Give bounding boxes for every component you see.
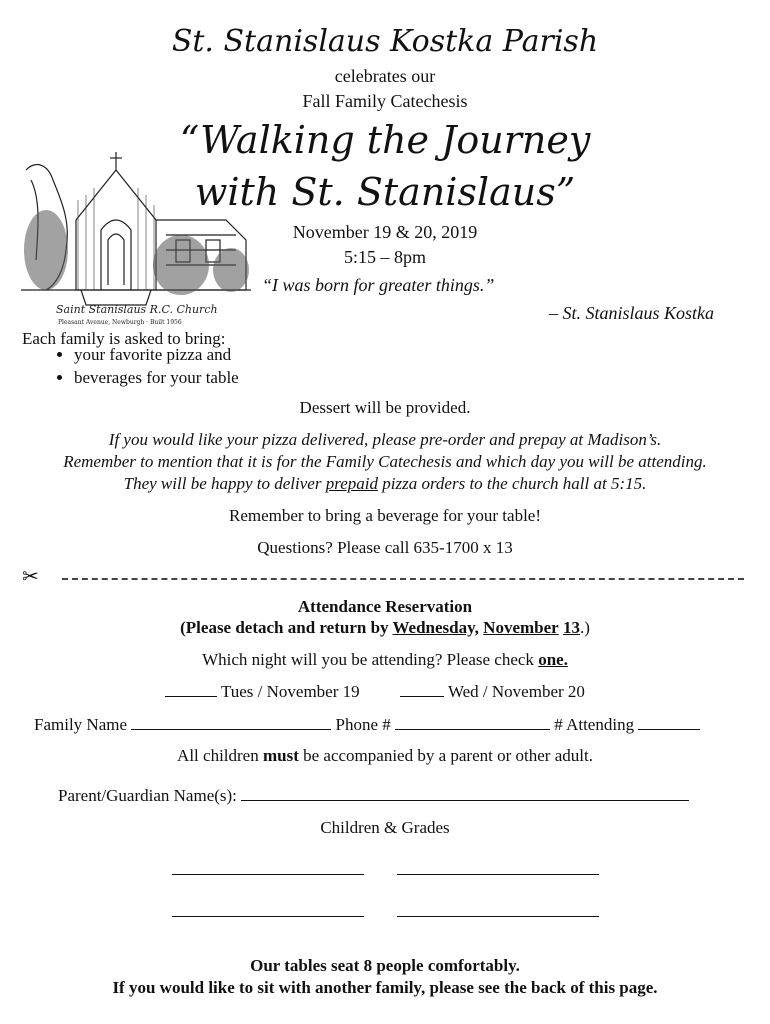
dashed-divider [62,578,744,580]
children-grades-label: Children & Grades [320,818,450,837]
bring-item-pizza: • your favorite pizza and [74,343,239,366]
phone-field[interactable] [395,715,550,730]
option-tues-label: Tues / November 19 [220,682,360,701]
family-name-field[interactable] [131,715,331,730]
return-month: November [483,618,559,637]
dessert-note: Dessert will be provided. [299,398,471,417]
return-post: .) [579,618,590,637]
attending-field[interactable] [638,715,700,730]
option-wed[interactable] [400,682,585,702]
attending-label: # Attending [554,715,635,734]
which-night [0,650,770,670]
return-day: Wednesday, [392,618,479,637]
footer-line-2: If you would like to sit with another family, please see the back of this page. [112,978,658,997]
cut-line [22,568,744,588]
phone-label: Phone # [335,715,391,734]
child-field-3[interactable] [172,916,364,917]
quote-text: “I was born for greater things.” [262,275,495,295]
event-time: 5:15 – 8pm [343,247,426,267]
wed-check-blank[interactable] [400,682,444,697]
family-name-label: Family Name [34,715,128,734]
scissors-icon: ✂ [22,566,39,588]
theme-line-2: with St. Stanislaus” [194,170,576,214]
guardian-field[interactable] [241,786,689,801]
church-illustration [16,140,256,330]
delivery-line-2: Remember to mention that it is for the Family Catechesis and which day you will be attending. [63,452,707,471]
child-field-2[interactable] [397,874,599,875]
bring-list [40,343,239,389]
church-caption-2: Pleasant Avenue, Newburgh · Built 1956 [58,319,182,326]
children-note [0,746,770,766]
child-field-1[interactable] [172,874,364,875]
delivery-line-3-post: pizza orders to the church hall at 5:15. [377,474,647,493]
option-wed-label: Wed / November 20 [447,682,585,701]
return-deadline [0,618,770,638]
theme-line-1: “Walking the Journey [179,118,591,162]
event-name: Fall Family Catechesis [302,91,468,111]
children-pre: All children [177,746,263,765]
bring-item-beverages: • beverages for your table [74,366,239,389]
beverage-reminder: Remember to bring a beverage for your table! [228,506,541,525]
child-field-4[interactable] [397,916,599,917]
family-name-row [34,715,700,735]
questions-contact: Questions? Please call 635-1700 x 13 [257,538,513,557]
delivery-line-1: If you would like your pizza delivered, please pre-order and prepay at Madison’s. [108,430,662,449]
celebrates-text: celebrates our [334,66,436,86]
prepaid-text: prepaid [325,474,378,493]
church-sketch-icon [16,140,256,330]
which-night-pre: Which night will you be attending? Please check [202,650,539,669]
guardian-label: Parent/Guardian Name(s): [58,786,237,805]
children-must: must [262,746,299,765]
guardian-row [58,786,689,806]
delivery-line-3 [0,474,770,494]
return-pre: (Please detach and return by [180,618,393,637]
children-post: be accompanied by a parent or other adult. [298,746,593,765]
bring-intro: Each family is asked to bring: [22,329,226,348]
parish-title: St. Stanislaus Kostka Parish [171,24,599,59]
quote-attribution: – St. Stanislaus Kostka [548,303,714,323]
church-caption-1: Saint Stanislaus R.C. Church [56,303,218,316]
event-date: November 19 & 20, 2019 [292,222,478,242]
footer-line-1: Our tables seat 8 people comfortably. [250,956,520,975]
option-tues[interactable] [165,682,360,702]
return-num: 13 [562,618,580,637]
delivery-line-3-pre: They will be happy to deliver [123,474,326,493]
tues-check-blank[interactable] [165,682,217,697]
which-night-one: one. [538,650,568,669]
form-title: Attendance Reservation [297,597,473,616]
